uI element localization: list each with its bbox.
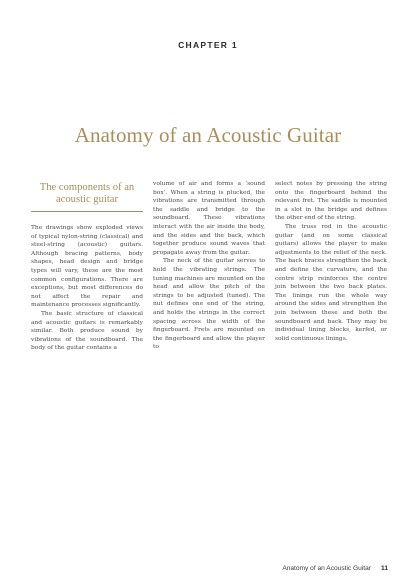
column-3 — [275, 180, 387, 510]
chapter-label: CHAPTER 1 — [178, 40, 238, 50]
paragraph: The basic structure of classical and acoustic guitars is remarkably similar. Both produce sound by vibrations of the soundboard. The body of the guitar contains a — [31, 310, 143, 352]
chapter-title: Anatomy of an Acoustic Guitar — [74, 123, 342, 147]
paragraph: volume of air and forms a ‘sound box’. When a string is plucked, the vibrations are transmitted through the saddle and bridge to the soundboard. These vibrations interact with the air inside the body, and the sides and the back, which together produce sound waves that propagate away from the guitar. — [153, 181, 265, 256]
paragraph: The truss rod in the acoustic guitar (and on some classical guitars) allows the player to make adjustments to the relief of the neck. The back braces strengthen the back and define the curvature, and the centre strip reinforces the centre join between the two back plates. The linings run the whole way around the sides and strengthen the join between these and both the soundboard and back. They may be individual lining blocks, kerfed, or solid continuous linings. — [275, 223, 387, 342]
paragraph: select notes by pressing the string onto the fingerboard behind the relevant fret. The saddle is mounted in a slot in the bridge and defines the other end of the string. — [275, 181, 387, 222]
paragraph: The neck of the guitar serves to hold the vibrating strings. The tuning machines are mounted on the head and allow the pitch of the strings to be adjusted (tuned). The nut defines one end of the string, and holds the strings in the correct spacing across the width of the fingerboard. Frets are mounted on the fingerboard and allow the player to — [153, 258, 265, 351]
running-title: Anatomy of an Acoustic Guitar — [282, 565, 372, 572]
page-footer — [282, 565, 388, 572]
body-columns — [31, 180, 387, 510]
paragraph: The drawings show exploded views of typical nylon-string (classical) and steel-string (acoustic) guitars. Although bracing patterns, body shapes, head design and bridge types will vary, these are the most common configurations. There are exceptions, but most differences do not affect the repair and maintenance processes significantly. — [31, 225, 143, 309]
column-2 — [153, 180, 265, 510]
section-heading: The components of an acoustic guitar — [39, 182, 135, 205]
column-1 — [31, 180, 143, 510]
heading-rule — [31, 211, 143, 212]
page-number: 11 — [381, 565, 388, 572]
